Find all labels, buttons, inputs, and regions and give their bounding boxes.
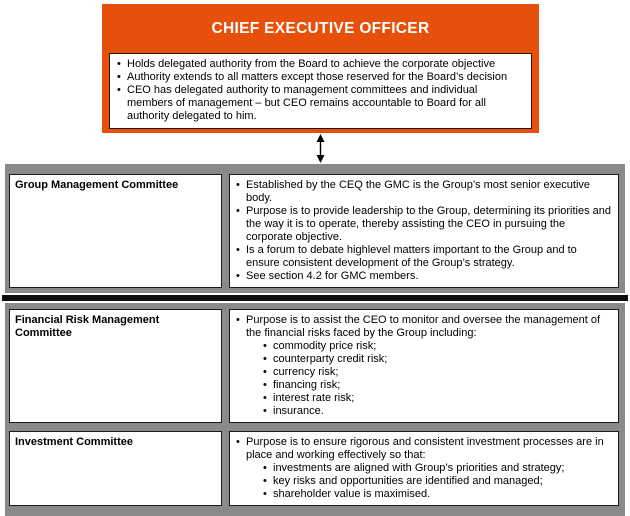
ceo-box — [102, 4, 539, 133]
sub-bullet-item: • investments are aligned with Group’s priorities and strategy; — [263, 462, 613, 475]
committee-name-cell: Financial Risk Management Committee — [9, 309, 222, 423]
bullet-text: Purpose is to ensure rigorous and consistent investment processes are in place and working effectively so that: — [246, 436, 604, 461]
bullet-item: • See section 4.2 for GMC members. — [234, 270, 613, 283]
sub-bullet-item: • insurance. — [263, 405, 613, 418]
sub-bullet-item: • financing risk; — [263, 379, 613, 392]
committee-row-gmc — [9, 174, 619, 288]
bullet-item: • Purpose is to provide leadership to the Group, determining its priorities and the way it is to operate, thereby assisting the CEO in pursuing the corporate objective. — [234, 205, 613, 244]
committee-name-cell: Investment Committee — [9, 431, 222, 506]
committee-detail-cell — [229, 174, 619, 288]
committee-row-investment — [9, 431, 619, 506]
ceo-bullet-list — [115, 58, 526, 123]
bullet-item — [234, 436, 613, 501]
sub-bullet-list — [246, 462, 613, 501]
detail-bullet-list — [234, 436, 613, 501]
ceo-title: CHIEF EXECUTIVE OFFICER — [211, 19, 430, 37]
committee-panel-bottom — [5, 303, 625, 516]
ceo-summary-box — [109, 53, 532, 129]
committee-panel-top — [5, 164, 625, 293]
sub-bullet-item: • shareholder value is maximised. — [263, 488, 613, 501]
bullet-item — [234, 314, 613, 418]
sub-bullet-item: • commodity price risk; — [263, 340, 613, 353]
org-structure-diagram — [0, 4, 630, 500]
detail-bullet-list — [234, 314, 613, 418]
bullet-item: • Holds delegated authority from the Board to achieve the corporate objective — [115, 58, 526, 71]
committee-detail-cell — [229, 309, 619, 423]
bullet-item: • Established by the CEQ the GMC is the Group’s most senior executive body. — [234, 179, 613, 205]
sub-bullet-list — [246, 340, 613, 418]
bidirectional-arrow-icon — [315, 134, 326, 163]
detail-bullet-list — [234, 179, 613, 283]
sub-bullet-item: • key risks and opportunities are identified and managed; — [263, 475, 613, 488]
connector — [102, 133, 539, 164]
bullet-item: • Is a forum to debate highlevel matters important to the Group and to ensure consistent development of the Group’s strategy. — [234, 244, 613, 270]
divider-bar — [2, 295, 628, 301]
committee-detail-cell — [229, 431, 619, 506]
committee-name-cell: Group Management Committee — [9, 174, 222, 288]
bullet-item: • CEO has delegated authority to management committees and individual members of management – but CEO remains accountable to Board for all authority delegated to him. — [115, 84, 526, 123]
bullet-text: Purpose is to assist the CEO to monitor and oversee the management of the financial risks faced by the Group including: — [246, 314, 601, 339]
committee-row-frmc — [9, 309, 619, 423]
sub-bullet-item: • counterparty credit risk; — [263, 353, 613, 366]
sub-bullet-item: • interest rate risk; — [263, 392, 613, 405]
sub-bullet-item: • currency risk; — [263, 366, 613, 379]
bullet-item: • Authority extends to all matters except those reserved for the Board’s decision — [115, 71, 526, 84]
